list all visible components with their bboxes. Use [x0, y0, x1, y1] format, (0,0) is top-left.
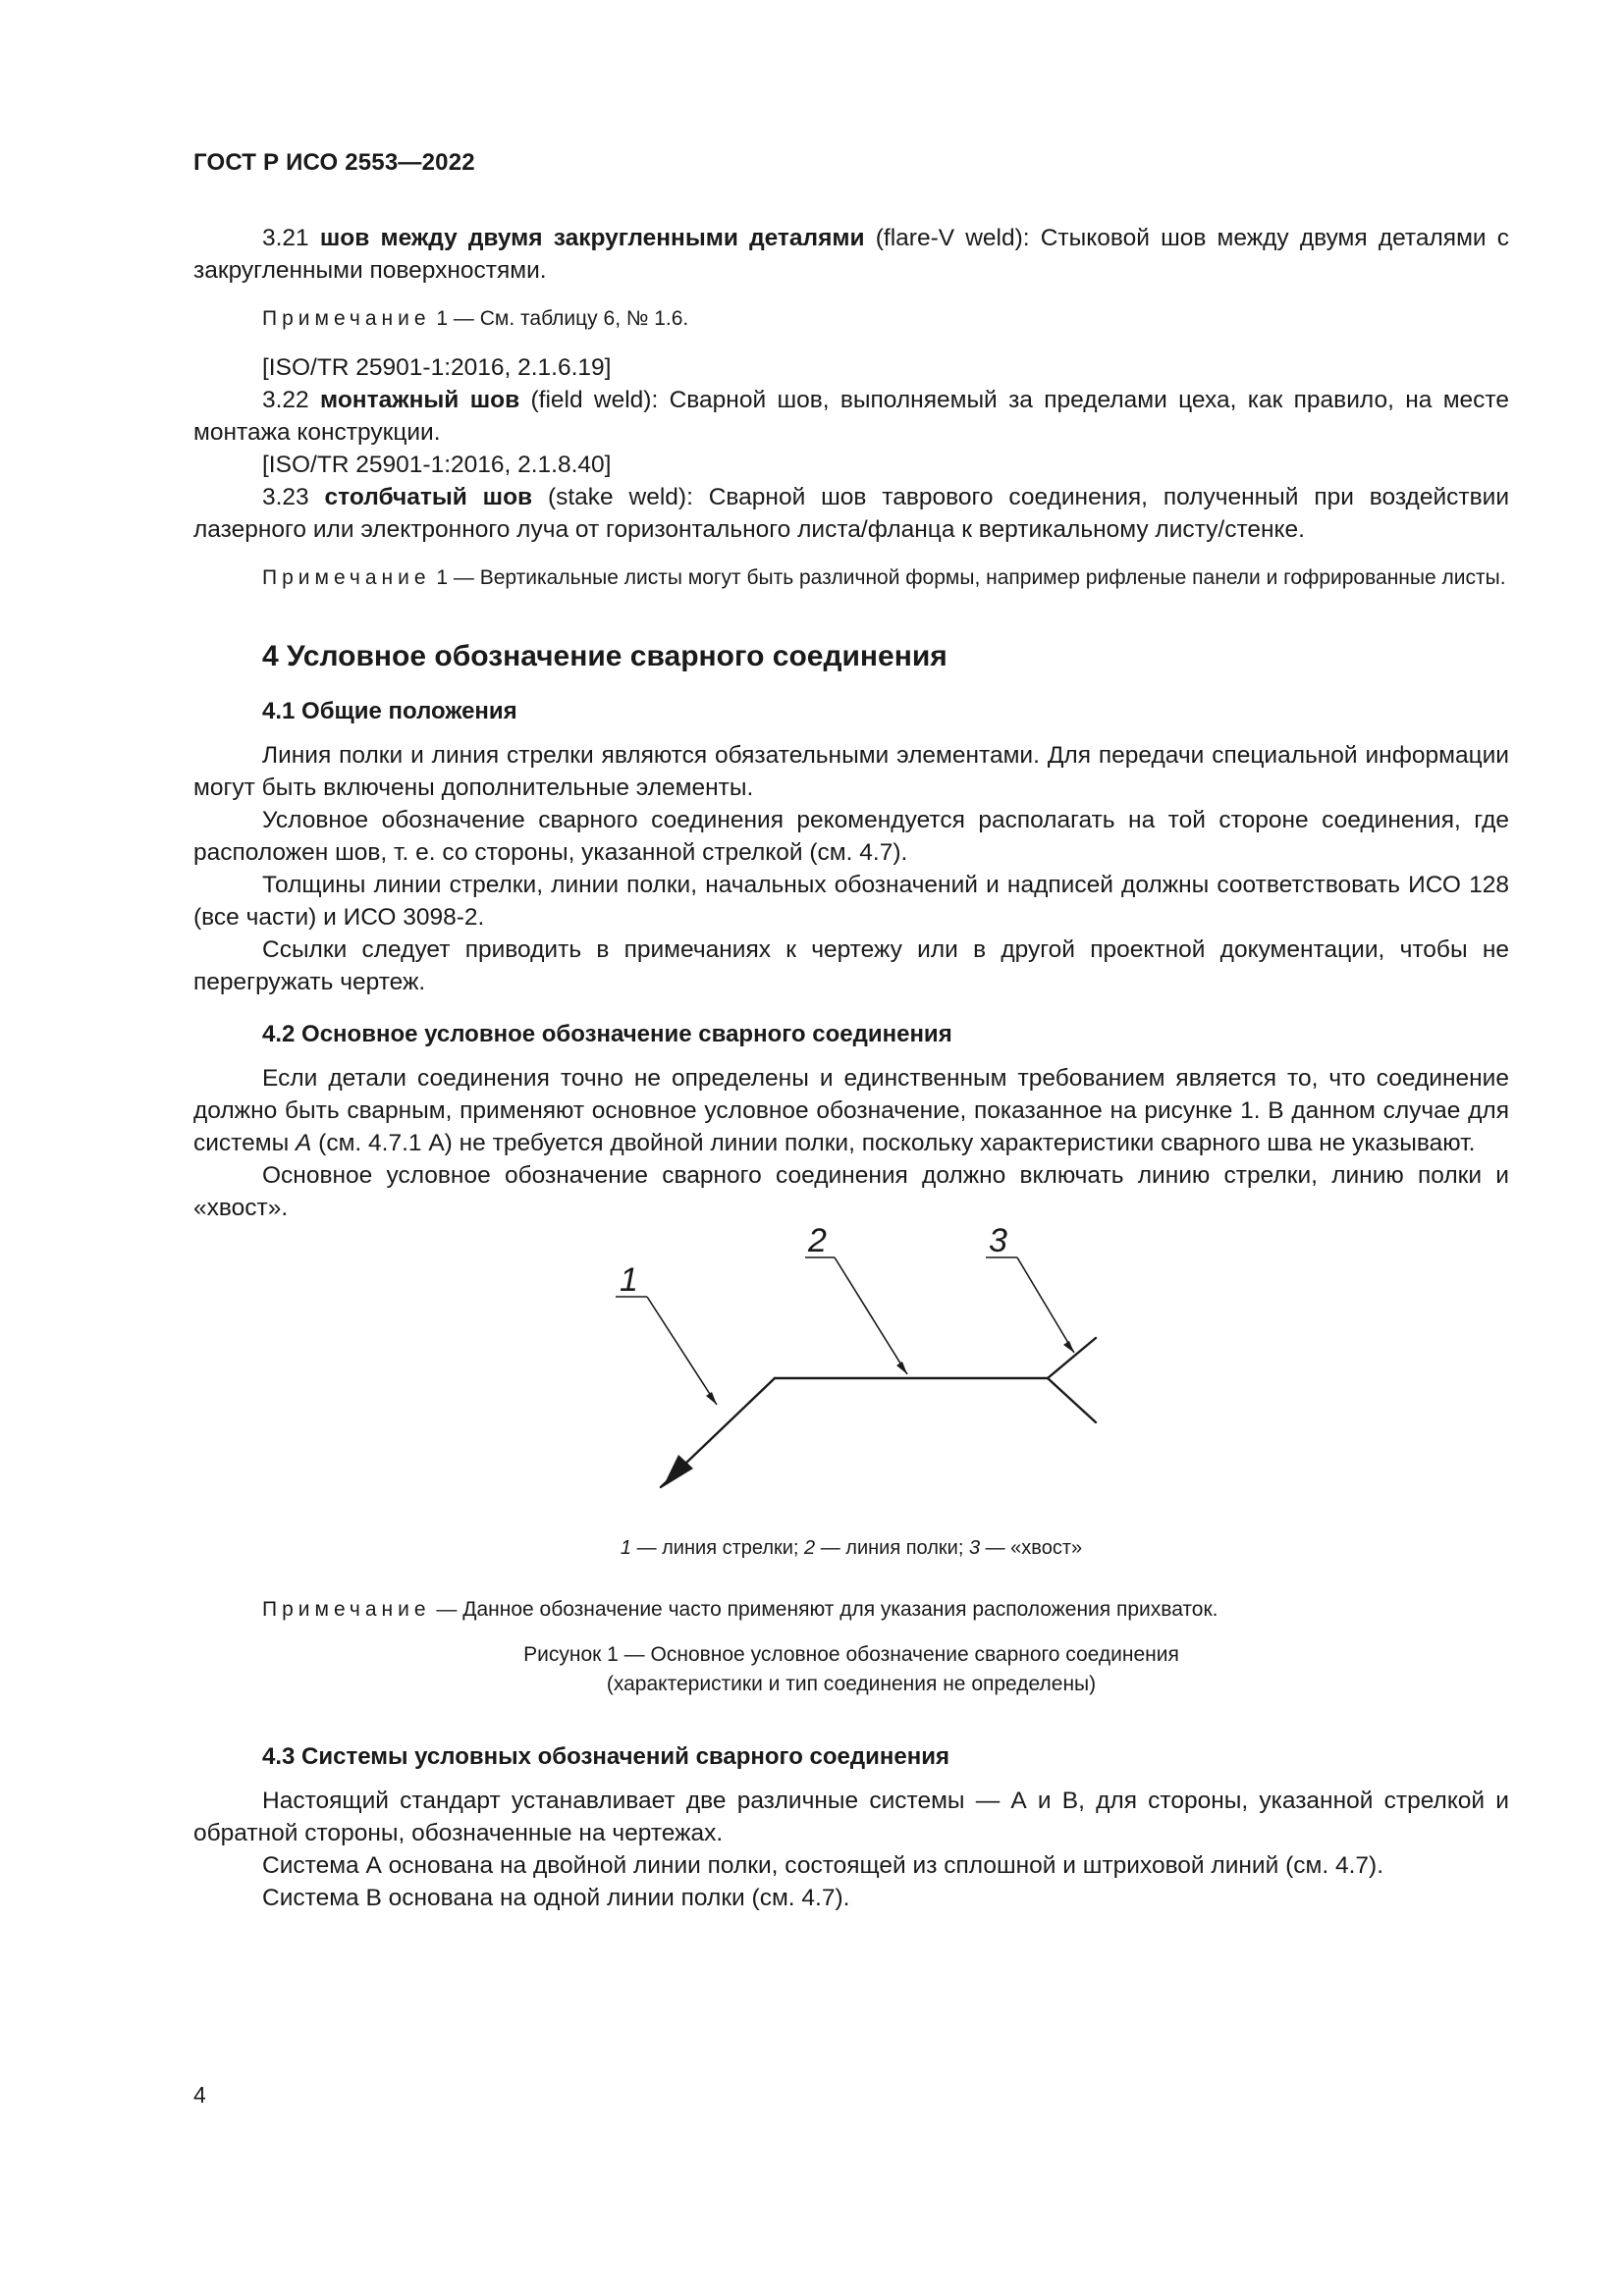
section-4-2-title: 4.2 Основное условное обозначение сварного соединения — [262, 1021, 952, 1047]
figure-1-legend — [193, 1534, 1509, 1562]
page-number: 4 — [193, 2082, 206, 2108]
note-label: Примечание — [262, 307, 431, 330]
callout-1: 1 — [620, 1261, 638, 1299]
callout-3: 3 — [989, 1222, 1007, 1259]
section-4-1-title: 4.1 Общие положения — [262, 698, 517, 724]
term-3-21-reference: [ISO/TR 25901-1:2016, 2.1.6.19] — [262, 354, 612, 381]
legend-num: 2 — [804, 1537, 816, 1559]
term-3-21 — [193, 222, 1509, 287]
paragraph — [193, 1062, 1509, 1159]
weld-symbol-diagram — [193, 1218, 1509, 1519]
paragraph: Настоящий стандарт устанавливает две различные системы — А и В, для стороны, указанной стрелкой и обратной стороны, обозначенные на чертежах. — [193, 1788, 1509, 1846]
term-name: столбчатый шов — [324, 484, 533, 510]
term-number: 3.22 — [262, 387, 309, 413]
term-name: монтажный шов — [320, 387, 520, 413]
term-3-23-note — [193, 563, 1509, 593]
section-4-title: 4 Условное обозначение сварного соединения — [262, 640, 947, 672]
legend-num: 1 — [620, 1537, 632, 1559]
legend-text: — «хвост» — [980, 1537, 1083, 1559]
paragraph: Ссылки следует приводить в примечаниях к чертежу или в другой проектной документации, чтобы не перегружать чертеж. — [193, 936, 1509, 995]
leader-3 — [1017, 1257, 1074, 1353]
caption-line-1: Рисунок 1 — Основное условное обозначение сварного соединения — [523, 1643, 1179, 1666]
paragraph: Линия полки и линия стрелки являются обязательными элементами. Для передачи специальной информации могут быть включены дополнительные элементы. — [193, 742, 1509, 801]
figure-1-caption — [193, 1640, 1509, 1699]
paragraph-text: (см. 4.7.1 A) не требуется двойной линии полки, поскольку характеристики сварного шва не указывают. — [311, 1130, 1476, 1156]
page-content — [193, 222, 1509, 1914]
leader-2-tip — [896, 1362, 907, 1374]
leader-2 — [835, 1257, 907, 1374]
paragraph-text: Если детали соединения точно не определены и единственным требованием является то, что соединение должно быть сварным, применяют основное условное обозначение, показанное на рисунке 1. В данном случае для системы — [193, 1065, 1509, 1156]
note-label: Примечание — [262, 1598, 431, 1621]
legend-text: — линия стрелки; — [631, 1537, 805, 1559]
term-definition: (field weld): Сварной шов, выполняемый за пределами цеха, как правило, на месте монтажа конструкции. — [193, 387, 1509, 446]
term-definition: (stake weld): Сварной шов таврового соединения, полученный при воздействии лазерного или электронного луча от горизонтального листа/фланца к вертикальному листу/стенке. — [193, 484, 1510, 543]
paragraph: Система А основана на двойной линии полки, состоящей из сплошной и штриховой линий (см. 4.7). — [262, 1852, 1384, 1879]
figure-1 — [193, 1222, 1509, 1519]
paragraph: Толщины линии стрелки, линии полки, начальных обозначений и надписей должны соответствовать ИСО 128 (все части) и ИСО 3098-2. — [193, 872, 1509, 931]
leader-3-tip — [1063, 1341, 1074, 1353]
note-text: — Данное обозначение часто применяют для указания расположения прихваток. — [430, 1598, 1218, 1621]
term-3-23 — [193, 481, 1509, 546]
term-3-22 — [193, 384, 1509, 449]
system-letter: A — [296, 1130, 312, 1156]
term-3-21-note — [193, 304, 1509, 334]
note-text: 1 — См. таблицу 6, № 1.6. — [430, 307, 689, 330]
paragraph: Система В основана на одной линии полки (см. 4.7). — [262, 1885, 850, 1911]
leader-1 — [647, 1297, 717, 1405]
section-4-3-title: 4.3 Системы условных обозначений сварного соединения — [262, 1743, 949, 1770]
callout-2: 2 — [808, 1222, 827, 1259]
tail-upper — [1048, 1338, 1096, 1378]
figure-1-note — [193, 1595, 1509, 1625]
term-number: 3.23 — [262, 484, 309, 510]
term-number: 3.21 — [262, 225, 309, 251]
leader-1-tip — [706, 1392, 717, 1405]
term-name: шов между двумя закругленными деталями — [319, 225, 865, 251]
note-text: 1 — Вертикальные листы могут быть различной формы, например рифленые панели и гофрированные листы. — [430, 566, 1506, 589]
term-3-22-reference: [ISO/TR 25901-1:2016, 2.1.8.40] — [262, 452, 612, 478]
note-label: Примечание — [262, 566, 431, 589]
legend-num: 3 — [968, 1537, 981, 1559]
term-definition: (flare-V weld): Стыковой шов между двумя деталями с закругленными поверхностями. — [193, 225, 1509, 284]
paragraph: Основное условное обозначение сварного соединения должно включать линию стрелки, линию полки и «хвост». — [193, 1162, 1509, 1221]
tail-lower — [1048, 1378, 1096, 1422]
caption-line-2: (характеристики и тип соединения не определены) — [606, 1673, 1097, 1695]
legend-text: — линия полки; — [815, 1537, 969, 1559]
paragraph: Условное обозначение сварного соединения рекомендуется располагать на той стороне соединения, где расположен шов, т. е. со стороны, указанной стрелкой (см. 4.7). — [193, 807, 1509, 866]
document-header: ГОСТ Р ИСО 2553—2022 — [193, 149, 475, 176]
